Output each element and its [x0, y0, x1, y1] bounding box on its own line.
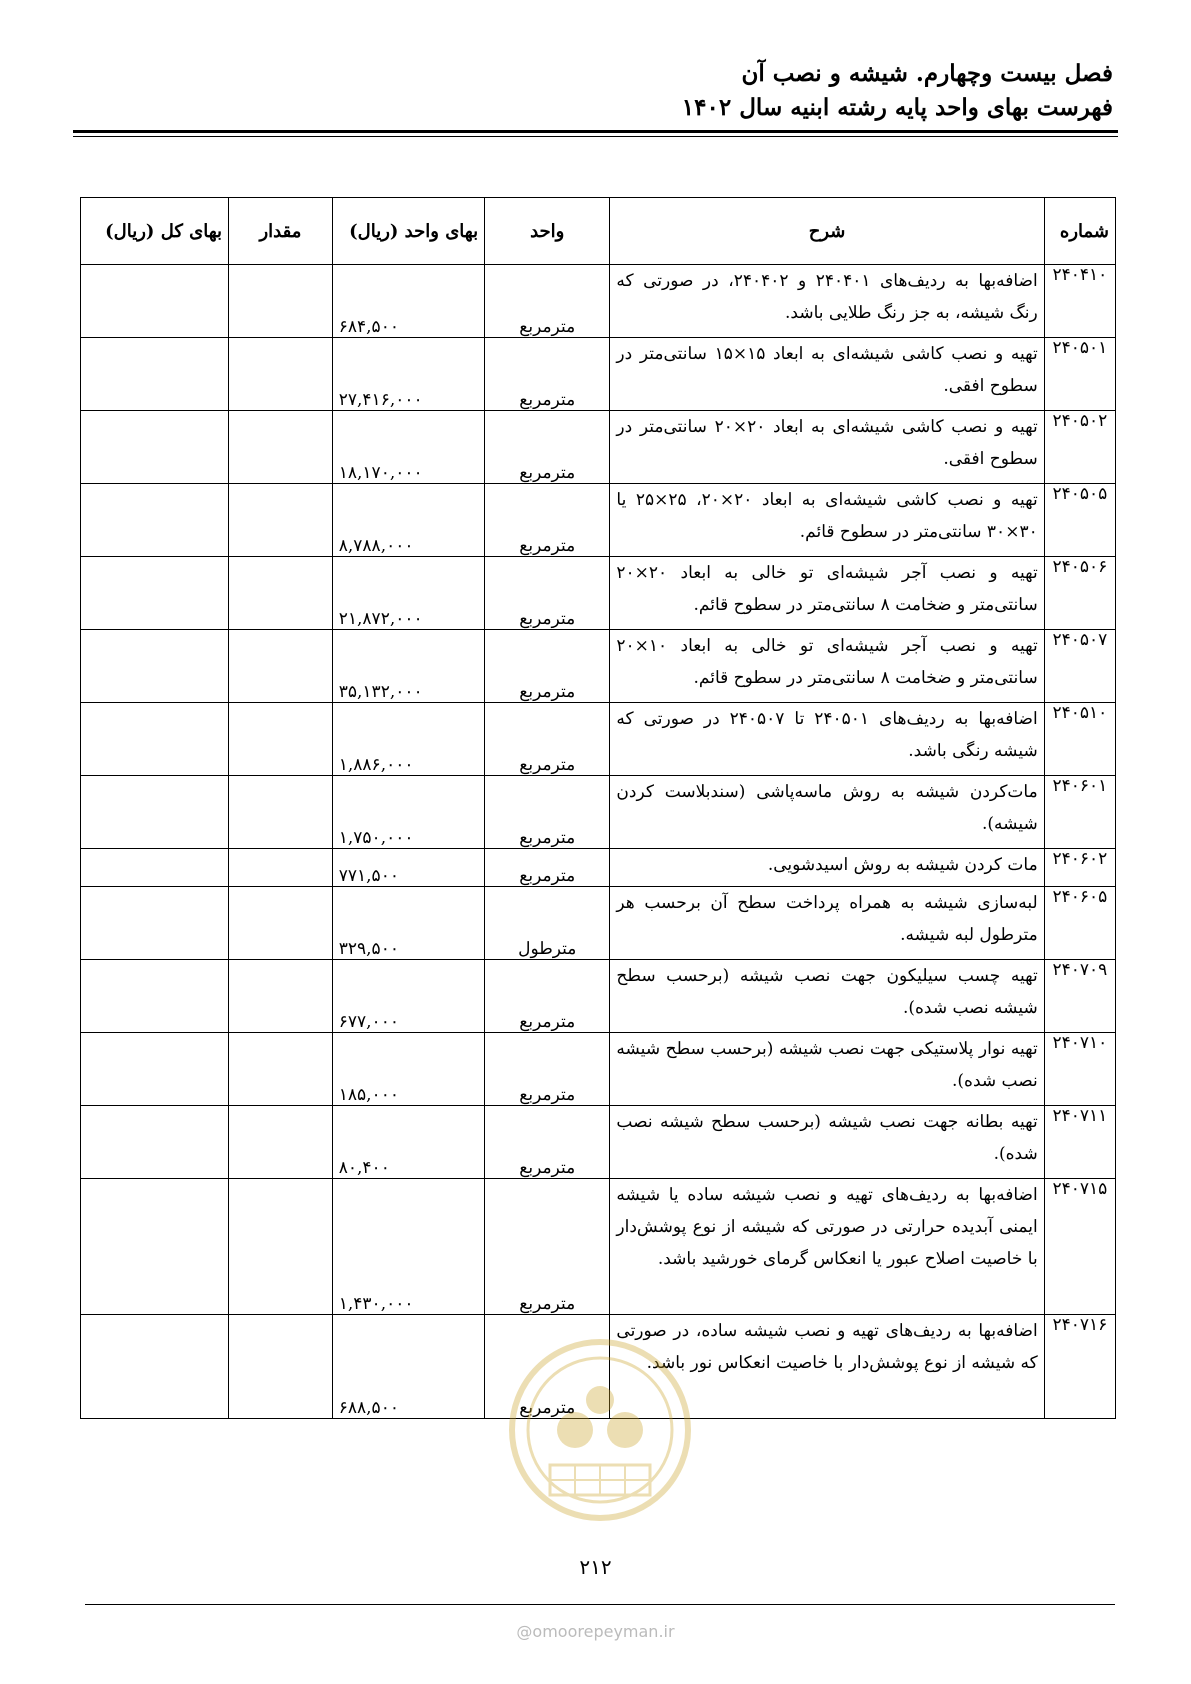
row-description: اضافه‌بها به ردیف‌های تهیه و نصب شیشه ساده، در صورتی که شیشه از نوع پوشش‌دار با خاصیت انعکاس نور باشد. [610, 1315, 1044, 1419]
table-row [81, 1179, 1116, 1315]
column-header-unit: واحد [485, 198, 610, 265]
row-unit: مترمربع [485, 557, 610, 630]
table-row [81, 630, 1116, 703]
row-unit: مترمربع [485, 1179, 610, 1315]
row-unit-price: ۸۰,۴۰۰ [332, 1106, 484, 1179]
row-quantity [229, 960, 333, 1033]
row-total-price [81, 960, 229, 1033]
row-number: ۲۴۰۴۱۰ [1044, 265, 1115, 338]
row-quantity [229, 1315, 333, 1419]
row-quantity [229, 630, 333, 703]
row-number: ۲۴۰۶۰۱ [1044, 776, 1115, 849]
row-unit: مترطول [485, 887, 610, 960]
table-row [81, 1033, 1116, 1106]
watermark: @omoorepeyman.ir [516, 1622, 675, 1641]
row-unit: مترمربع [485, 630, 610, 703]
row-quantity [229, 703, 333, 776]
row-unit: مترمربع [485, 776, 610, 849]
table-row [81, 1106, 1116, 1179]
row-total-price [81, 630, 229, 703]
row-quantity [229, 1033, 333, 1106]
header-rule-thick [73, 130, 1118, 133]
row-quantity [229, 887, 333, 960]
column-header-unit-price: بهای واحد (ریال) [332, 198, 484, 265]
row-number: ۲۴۰۷۱۵ [1044, 1179, 1115, 1315]
row-description: مات کردن شیشه به روش اسیدشویی. [610, 849, 1044, 887]
seal-logo [505, 1330, 695, 1530]
row-description: مات‌کردن شیشه به روش ماسه‌پاشی (سندبلاست کردن شیشه). [610, 776, 1044, 849]
row-unit: مترمربع [485, 484, 610, 557]
table-row [81, 265, 1116, 338]
footer-rule [85, 1604, 1115, 1605]
row-total-price [81, 411, 229, 484]
row-total-price [81, 1179, 229, 1315]
row-unit-price: ۱۸,۱۷۰,۰۰۰ [332, 411, 484, 484]
row-description: تهیه و نصب کاشی شیشه‌ای به ابعاد ۲۰×۲۰ سانتی‌متر در سطوح افقی. [610, 411, 1044, 484]
row-description: تهیه و نصب کاشی شیشه‌ای به ابعاد ۲۰×۲۰، ۲۵×۲۵ یا ۳۰×۳۰ سانتی‌متر در سطوح قائم. [610, 484, 1044, 557]
price-table [80, 197, 1116, 1419]
row-total-price [81, 1106, 229, 1179]
row-unit-price: ۱,۷۵۰,۰۰۰ [332, 776, 484, 849]
document-title: فهرست بهای واحد پایه رشته ابنیه سال ۱۴۰۲ [681, 94, 1113, 121]
table-body [81, 265, 1116, 1419]
row-unit-price: ۱۸۵,۰۰۰ [332, 1033, 484, 1106]
row-quantity [229, 849, 333, 887]
row-unit: مترمربع [485, 1033, 610, 1106]
row-total-price [81, 338, 229, 411]
row-description: اضافه‌بها به ردیف‌های ۲۴۰۵۰۱ تا ۲۴۰۵۰۷ در صورتی که شیشه رنگی باشد. [610, 703, 1044, 776]
row-unit: مترمربع [485, 338, 610, 411]
row-quantity [229, 1179, 333, 1315]
row-quantity [229, 411, 333, 484]
row-quantity [229, 776, 333, 849]
column-header-total-price: بهای کل (ریال) [81, 198, 229, 265]
row-number: ۲۴۰۵۰۶ [1044, 557, 1115, 630]
row-total-price [81, 265, 229, 338]
table-row [81, 557, 1116, 630]
row-unit: مترمربع [485, 265, 610, 338]
row-unit-price: ۱,۴۳۰,۰۰۰ [332, 1179, 484, 1315]
row-number: ۲۴۰۷۱۰ [1044, 1033, 1115, 1106]
row-quantity [229, 265, 333, 338]
table-row [81, 887, 1116, 960]
row-unit-price: ۶۸۸,۵۰۰ [332, 1315, 484, 1419]
row-unit-price: ۱,۸۸۶,۰۰۰ [332, 703, 484, 776]
row-total-price [81, 887, 229, 960]
row-description: تهیه و نصب آجر شیشه‌ای تو خالی به ابعاد ۲۰×۲۰ سانتی‌متر و ضخامت ۸ سانتی‌متر در سطوح قائم. [610, 557, 1044, 630]
row-number: ۲۴۰۵۰۱ [1044, 338, 1115, 411]
row-quantity [229, 557, 333, 630]
row-unit-price: ۷۷۱,۵۰۰ [332, 849, 484, 887]
row-total-price [81, 776, 229, 849]
row-total-price [81, 1315, 229, 1419]
row-number: ۲۴۰۷۰۹ [1044, 960, 1115, 1033]
row-number: ۲۴۰۷۱۱ [1044, 1106, 1115, 1179]
row-total-price [81, 1033, 229, 1106]
row-number: ۲۴۰۵۰۵ [1044, 484, 1115, 557]
row-description: تهیه و نصب کاشی شیشه‌ای به ابعاد ۱۵×۱۵ سانتی‌متر در سطوح افقی. [610, 338, 1044, 411]
column-header-number: شماره [1044, 198, 1115, 265]
row-unit-price: ۸,۷۸۸,۰۰۰ [332, 484, 484, 557]
row-unit-price: ۶۷۷,۰۰۰ [332, 960, 484, 1033]
page-header [682, 58, 1113, 124]
row-unit: مترمربع [485, 703, 610, 776]
row-description: اضافه‌بها به ردیف‌های ۲۴۰۴۰۱ و ۲۴۰۴۰۲، در صورتی که رنگ شیشه، به جز رنگ طلایی باشد. [610, 265, 1044, 338]
row-number: ۲۴۰۶۰۲ [1044, 849, 1115, 887]
row-number: ۲۴۰۶۰۵ [1044, 887, 1115, 960]
table-row [81, 776, 1116, 849]
row-unit-price: ۲۷,۴۱۶,۰۰۰ [332, 338, 484, 411]
row-number: ۲۴۰۵۱۰ [1044, 703, 1115, 776]
column-header-quantity: مقدار [229, 198, 333, 265]
row-unit-price: ۳۲۹,۵۰۰ [332, 887, 484, 960]
row-unit-price: ۶۸۴,۵۰۰ [332, 265, 484, 338]
row-number: ۲۴۰۷۱۶ [1044, 1315, 1115, 1419]
table-header-row [81, 198, 1116, 265]
row-unit: مترمربع [485, 411, 610, 484]
row-unit: مترمربع [485, 849, 610, 887]
row-quantity [229, 1106, 333, 1179]
row-unit: مترمربع [485, 1315, 610, 1419]
header-rule-thin [73, 136, 1118, 137]
row-description: تهیه چسب سیلیکون جهت نصب شیشه (برحسب سطح شیشه نصب شده). [610, 960, 1044, 1033]
row-number: ۲۴۰۵۰۷ [1044, 630, 1115, 703]
row-total-price [81, 557, 229, 630]
row-description: تهیه بطانه جهت نصب شیشه (برحسب سطح شیشه نصب شده). [610, 1106, 1044, 1179]
table-row [81, 484, 1116, 557]
chapter-title: فصل بیست وچهارم. شیشه و نصب آن [741, 60, 1113, 87]
table-row [81, 703, 1116, 776]
table-row [81, 338, 1116, 411]
row-unit-price: ۲۱,۸۷۲,۰۰۰ [332, 557, 484, 630]
column-header-description: شرح [610, 198, 1044, 265]
row-description: لبه‌سازی شیشه به همراه پرداخت سطح آن برحسب هر مترطول لبه شیشه. [610, 887, 1044, 960]
table-row [81, 849, 1116, 887]
row-quantity [229, 338, 333, 411]
row-description: تهیه و نصب آجر شیشه‌ای تو خالی به ابعاد ۱۰×۲۰ سانتی‌متر و ضخامت ۸ سانتی‌متر در سطوح قائم. [610, 630, 1044, 703]
row-unit-price: ۳۵,۱۳۲,۰۰۰ [332, 630, 484, 703]
row-number: ۲۴۰۵۰۲ [1044, 411, 1115, 484]
row-unit: مترمربع [485, 1106, 610, 1179]
row-total-price [81, 849, 229, 887]
row-quantity [229, 484, 333, 557]
page-number: ۲۱۲ [579, 1555, 612, 1579]
row-unit: مترمربع [485, 960, 610, 1033]
row-description: اضافه‌بها به ردیف‌های تهیه و نصب شیشه ساده یا شیشه ایمنی آبدیده حرارتی در صورتی که شیشه از نوع پوشش‌دار با خاصیت اصلاح عبور یا انعکاس گرمای خورشید باشد. [610, 1179, 1044, 1315]
row-total-price [81, 484, 229, 557]
table-row [81, 411, 1116, 484]
row-total-price [81, 703, 229, 776]
table-row [81, 960, 1116, 1033]
row-description: تهیه نوار پلاستیکی جهت نصب شیشه (برحسب سطح شیشه نصب شده). [610, 1033, 1044, 1106]
